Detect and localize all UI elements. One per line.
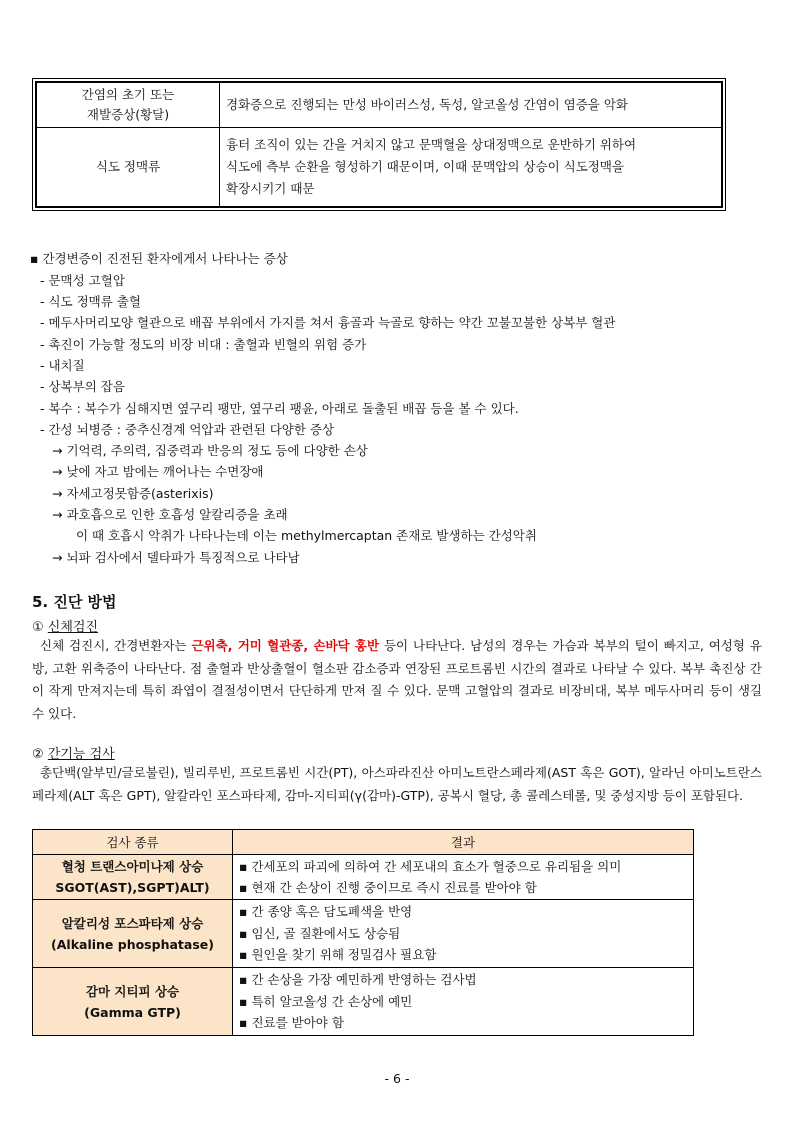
symptom-item: - 복수 : 복수가 심해지면 옆구리 팽만, 옆구리 팽윤, 아래로 돌출된 배꼽 등을 볼 수 있다. [40,401,519,416]
subsection-title: 신체검진 [47,620,99,635]
subsection-title: 간기능 검사 [47,747,115,762]
symptom-subitem: → 자세고정못함증(asterixis) [52,486,214,501]
circled-number: ① [32,620,44,635]
lab-test-name [33,968,233,1036]
symptom-subitem: → 낮에 자고 밤에는 깨어나는 수면장애 [52,464,264,479]
page-number: - 6 - [384,1071,410,1086]
cell-line: 확장시키기 때문 [226,181,315,196]
table-row [33,855,694,900]
result-line: ▪ 현재 간 손상이 진행 중이므로 즉시 진료를 받아야 함 [239,880,537,895]
lab-test-result [233,855,694,900]
symptom-item: - 식도 정맥류 출혈 [40,294,141,309]
section-heading: 5. 진단 방법 [32,593,117,611]
symptom-item: - 문맥성 고혈압 [40,273,125,288]
symptom-subitem-note: 이 때 호흡시 악취가 나타나는데 이는 methylmercaptan 존재로 발생하는 간성악취 [76,528,537,543]
table-row [33,900,694,968]
subsection-physical-exam [32,616,98,635]
highlight-text: 근위축, 거미 혈관종, 손바닥 홍반 [191,638,380,653]
result-line: ▪ 특히 알코올성 간 손상에 예민 [239,993,413,1009]
result-line: ▪ 진료를 받아야 함 [239,1015,344,1031]
head-line: 식도 정맥류 [95,159,161,174]
lab-table [32,829,694,1036]
lab-test-result [233,900,694,968]
lab-test-name [33,855,233,900]
symptom-subitem: → 뇌파 검사에서 델타파가 특징적으로 나타남 [52,550,300,565]
cell-line: 경화증으로 진행되는 만성 바이러스성, 독성, 알코올성 간염이 염증을 악화 [226,97,628,112]
top-table-head-2 [37,128,220,207]
lab-test-name [33,900,233,968]
symptom-subitem: → 기억력, 주의력, 집중력과 반응의 정도 등에 다양한 손상 [52,443,368,458]
top-table-cell-1 [220,83,722,128]
lab-header-result: 결과 [233,830,694,855]
lab-name-line: 혈청 트랜스아미나제 상승 [61,859,204,874]
table-row [33,968,694,1036]
symptom-item: - 촉진이 가능할 정도의 비장 비대 : 출혈과 빈혈의 위험 증가 [40,337,367,352]
lab-name-line: (Gamma GTP) [84,1004,181,1020]
lab-name-line: 알칼리성 포스파타제 상승 [61,915,204,931]
result-line: ▪ 임신, 골 질환에서도 상승됨 [239,925,401,941]
lab-name-line: SGOT(AST),SGPT)ALT) [55,880,210,895]
symptom-item: - 메두사머리모양 혈관으로 배꼽 부위에서 가지를 쳐서 흉골과 늑골로 향하는 약간 꼬불꼬불한 상복부 혈관 [40,315,616,330]
physical-exam-paragraph [32,635,762,726]
lab-test-result [233,968,694,1036]
para-text: 등이 나타난다. 남성의 경우는 가슴과 복부의 털이 빠지고, 여성형 유방, 고환 위축증이 나타난다. 점 출혈과 반상출혈이 혈소판 감소증과 연장된 프로트롬빈 시간의 결과로 나타날 수 있다. 복부 촉진상 간이 작게 만져지는데 특히 좌엽이 결절성이면서 단단하게 만져 질 수 있다. 문맥 고혈압의 결과로 비장비대, 복부 메두사머리 등이 생길 수 있다. [32,638,762,722]
head-line: 간염의 초기 또는 [81,87,175,102]
cell-line: 식도에 측부 순환을 형성하기 때문이며, 이때 문맥압의 상승이 식도정맥을 [226,159,625,174]
symptom-item: - 내치질 [40,358,85,373]
lab-header-type: 검사 종류 [33,830,233,855]
lab-name-line: (Alkaline phosphatase) [51,936,214,952]
symptom-item: - 간성 뇌병증 : 중추신경계 억압과 관련된 다양한 증상 [40,422,335,437]
result-line: ▪ 간 종양 혹은 담도폐색을 반영 [239,904,413,920]
lab-name-line: 감마 지티피 상승 [85,983,180,999]
symptoms-title: ▪ 간경변증이 진전된 환자에게서 나타나는 증상 [30,251,288,266]
top-table-cell-2 [220,128,722,207]
circled-number: ② [32,747,44,762]
result-line: ▪ 간세포의 파괴에 의하여 간 세포내의 효소가 혈중으로 유리됨을 의미 [239,858,622,874]
liver-function-paragraph: 총단백(알부민/글로불린), 빌리루빈, 프로트롬빈 시간(PT), 아스파라진산 아미노트란스페라제(AST 혹은 GOT), 알라닌 아미노트란스페라제(ALT 혹은 GPT), 알칼라인 포스파타제, 감마-지티피(γ(감마)-GTP), 공복시 혈당, 총 콜레스테롤, 및 중성지방 등이 포함된다. [32,765,762,803]
para-text: 신체 검진시, 간경변환자는 [40,638,192,653]
result-line: ▪ 간 손상을 가장 예민하게 반영하는 검사법 [239,972,477,988]
subsection-liver-function [32,743,115,762]
symptom-item: - 상복부의 잡음 [40,379,125,394]
cell-line: 흉터 조직이 있는 간을 거치지 않고 문맥혈을 상대정맥으로 운반하기 위하여 [226,137,637,152]
symptom-subitem: → 과호흡으로 인한 호흡성 알칼리증을 초래 [52,507,288,522]
result-line: ▪ 원인을 찾기 위해 정밀검사 필요함 [239,947,437,963]
top-table [32,78,726,211]
top-table-head-1 [37,83,220,128]
head-line: 재발증상(황달) [86,107,170,122]
